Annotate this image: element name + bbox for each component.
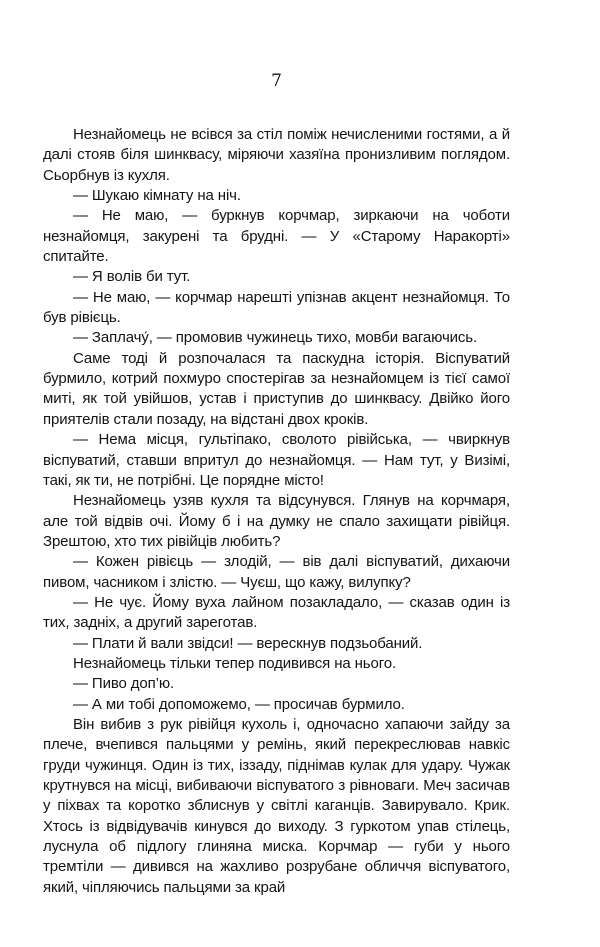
paragraph: — Я волів би тут. bbox=[73, 268, 191, 286]
paragraph: Незнайомець тільки тепер подивився на нього. bbox=[73, 654, 397, 672]
paragraph: — Кожен рівієць — злодій, — вів далі віспуватий, дихаючи пивом, часником і злістю. — Чуєш, що кажу, вилупку? bbox=[43, 553, 510, 591]
paragraph: — Нема місця, гультіпако, сволото рівійська, — чвиркнув віспуватий, ставши впритул до незнайомця. — Нам тут, у Визімі, такі, як ти, не потрібні. Це порядне місто! bbox=[43, 431, 510, 489]
paragraph: — Не чує. Йому вуха лайном позакладало, — сказав один із тих, задніх, а другий зареготав. bbox=[43, 593, 510, 632]
paragraph: Саме тоді й розпочалася та паскудна історія. Віспуватий бурмило, котрий похмуро спостерігав за незнайомцем із тієї самої миті, як той увійшов, устав і приступив до шинквасу. Двійко його приятелів стали позаду, на відстані двох кроків. bbox=[43, 349, 510, 428]
page-number: 7 bbox=[271, 71, 282, 91]
paragraph: — Пиво доп’ю. bbox=[73, 675, 175, 693]
paragraph: — А ми тобі допоможемо, — просичав бурмило. bbox=[73, 695, 405, 713]
paragraph: — Шукаю кімнату на ніч. bbox=[73, 187, 241, 205]
paragraph: Незнайомець не всівся за стіл поміж нечисленими гостями, а й далі стояв біля шинквасу, міряючи хазяїна пронизливим поглядом. Сьорбнув із кухля. bbox=[43, 126, 510, 184]
paragraph: Незнайомець узяв кухля та відсунувся. Глянув на корчмаря, але той відвів очі. Йому б і на думку не спало захищати рівійця. Зрештою, хто тих рівійців любить? bbox=[43, 492, 510, 550]
paragraph: — Не маю, — корчмар нарешті упізнав акцент незнайомця. То був рівієць. bbox=[43, 288, 510, 327]
paragraph: Він вибив з рук рівійця кухоль і, одночасно хапаючи зайду за плече, вчепився пальцями у ремінь, який перекреслював навкіс груди чужинця. Один із тих, іззаду, піднімав кулак для удару. Чужак крутнувся на місці, вибиваючи віспуватого з рівноваги. Меч засичав у піхвах та коротко зблиснув у світлі каганців. Завирувало. Крик. Хтось із відвідувачів кинувся до виходу. З гуркотом упав стілець, луснула об підлогу глиняна миска. Корчмар — губи у нього тремтіли — дивився на жахливо розрубане обличчя віспуватого, який, чіпляючись пальцями за край bbox=[43, 715, 510, 896]
paragraph: — Плати й вали звідси! — верескнув подзьобаний. bbox=[73, 634, 423, 652]
paragraph: — Заплачу́, — промовив чужинець тихо, мовби вагаючись. bbox=[73, 329, 478, 347]
paragraph: — Не маю, — буркнув корчмар, зиркаючи на чоботи незнайомця, закурені та брудні. — У «Старому Наракорті» спитайте. bbox=[43, 207, 510, 266]
page-text bbox=[43, 125, 510, 898]
